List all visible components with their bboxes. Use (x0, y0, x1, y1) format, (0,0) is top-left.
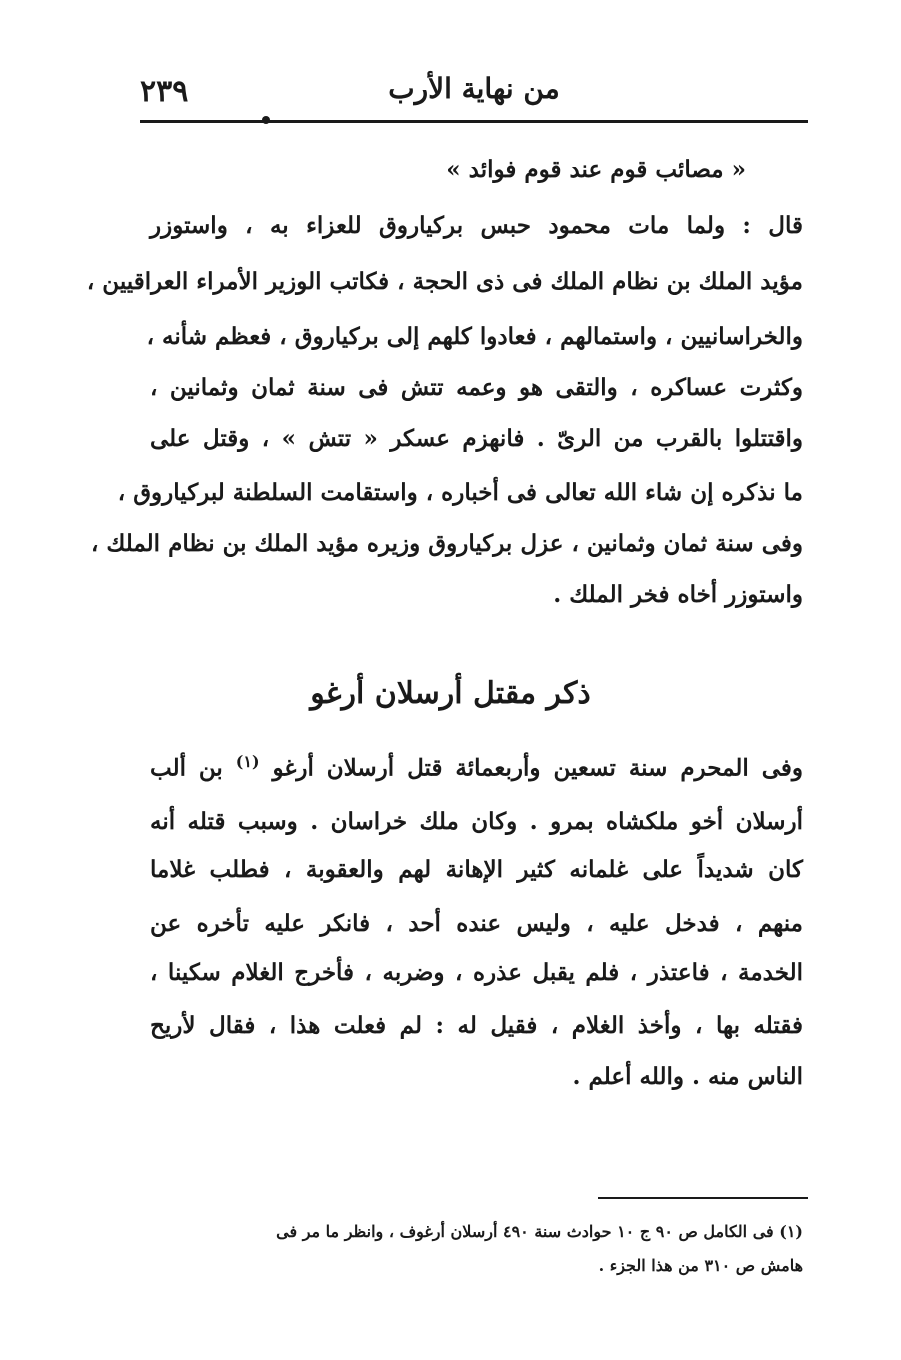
footnote-rule (598, 1197, 808, 1199)
header-rule (140, 120, 808, 123)
paragraph1-line: مؤيد الملك بن نظام الملك فى ذى الحجة ، فكاتب الوزير الأمراء العراقيين ، (86, 268, 803, 295)
paragraph2-line: الخدمة ، فاعتذر ، فلم يقبل عذره ، وضربه ، فأخرج الغلام سكينا ، (150, 959, 803, 986)
paragraph2-text: وفى المحرم سنة تسعين وأربعمائة قتل أرسلان أرغو (272, 754, 803, 782)
paragraph1-line: والخراسانيين ، واستمالهم ، فعادوا كلهم إلى بركياروق ، فعظم شأنه ، (146, 323, 803, 350)
print-mark (262, 116, 270, 124)
paragraph2-line: منهم ، فدخل عليه ، وليس عنده أحد ، فانكر عليه تأخره عن (150, 910, 803, 937)
page-number: ٢٣٩ (140, 74, 189, 109)
running-title: من نهاية الأرب (388, 72, 560, 105)
paragraph2-text: بن ألب (150, 754, 223, 782)
paragraph2-line: كان شديداً على غلمانه كثير الإهانة لهم والعقوبة ، فطلب غلاما (150, 856, 803, 883)
paragraph1-line: واستوزر أخاه فخر الملك . (553, 581, 803, 608)
page-header (140, 70, 808, 116)
paragraph1-line: وفى سنة ثمان وثمانين ، عزل بركياروق وزيره مؤيد الملك بن نظام الملك ، (90, 530, 803, 557)
paragraph2-first-line (150, 752, 803, 782)
footnote-reference: (١) (235, 752, 260, 771)
footnote-line: (١) فى الكامل ص ٩٠ ج ١٠ حوادث سنة ٤٩٠ أرسلان أرغوف ، وانظر ما مر فى (276, 1222, 803, 1241)
paragraph2-line: أرسلان أخو ملكشاه بمرو . وكان ملك خراسان . وسبب قتله أنه (150, 808, 803, 835)
paragraph2-line: فقتله بها ، وأخذ الغلام ، فقيل له : لم فعلت هذا ، فقال لأريح (150, 1012, 803, 1039)
section-heading: ذكر مقتل أرسلان أرغو (310, 676, 591, 711)
quote-line: « مصائب قوم عند قوم فوائد » (446, 156, 746, 183)
paragraph1-line: ما نذكره إن شاء الله تعالى فى أخباره ، واستقامت السلطنة لبركياروق ، (117, 479, 803, 506)
paragraph2-line: الناس منه . والله أعلم . (572, 1063, 803, 1090)
footnote-line: هامش ص ٣١٠ من هذا الجزء . (598, 1256, 803, 1275)
paragraph1-line: وكثرت عساكره ، والتقى هو وعمه تتش فى سنة ثمان وثمانين ، (150, 374, 803, 401)
paragraph1-line: واقتتلوا بالقرب من الرىّ . فانهزم عسكر « تتش » ، وقتل على (150, 425, 803, 452)
paragraph1-line: قال : ولما مات محمود حبس بركياروق للعزاء به ، واستوزر (150, 212, 803, 239)
